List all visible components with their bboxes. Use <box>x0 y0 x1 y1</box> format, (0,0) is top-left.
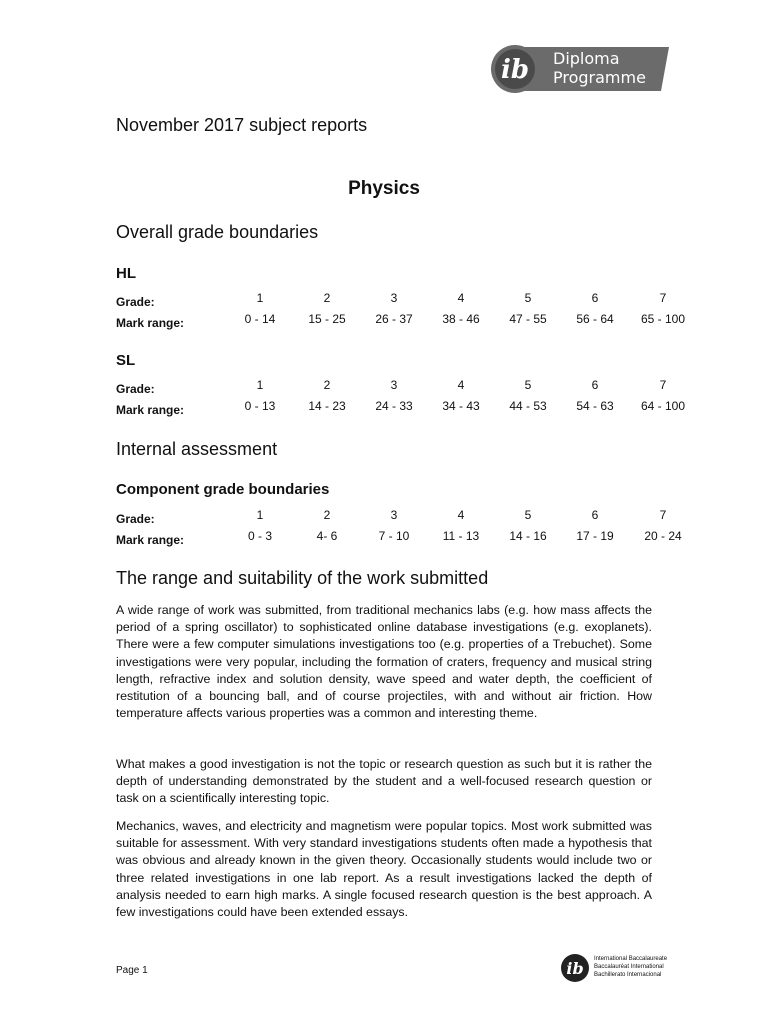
paragraph-1: A wide range of work was submitted, from traditional mechanics labs (e.g. how mass affects the period of a spring oscillator) to sophisticated online database investigations (e.g. exoplanets). There were a few computer simulations investigations too (e.g. properties of a Trebuchet). Some investigations were very popular, including the formation of craters, frequency and musical string length, refractive index and solution density, wave speed and water depth, the coefficient of restitution of a bouncing ball, and of course projectiles, with and without air friction. How temperature affects various properties was a common and interesting theme. <box>116 603 652 721</box>
grade-row <box>116 508 696 529</box>
paragraph-3: Mechanics, waves, and electricity and magnetism were popular topics. Most work submitted was suitable for assessment. With very standard investigations students often made a hypothesis that was obvious and already known in the given theory. Occasionally students would include two or three related investigations in one lab report. As a result investigations lacked the depth of analysis needed to earn high marks. A single focused research question is the best approach. A few investigations could have been extended essays. <box>116 819 652 920</box>
mark-range-cell: 4- 6 <box>316 529 338 543</box>
mark-range-cell: 11 - 13 <box>442 529 480 543</box>
grade-cell: 1 <box>256 508 264 522</box>
ib-diploma-logo <box>491 45 669 93</box>
mark-range-cell: 65 - 100 <box>640 312 686 326</box>
grade-cell: 6 <box>591 291 599 305</box>
grade-cell: 1 <box>256 291 264 305</box>
mark-range-cell: 0 - 14 <box>244 312 276 326</box>
mark-range-label: Mark range: <box>116 403 185 417</box>
logo-line-2: Programme <box>553 68 646 87</box>
overall-boundaries-heading: Overall grade boundaries <box>116 222 319 242</box>
mark-range-cell: 14 - 23 <box>308 399 346 413</box>
grade-label: Grade: <box>116 295 155 309</box>
ib-footer-icon <box>560 953 590 983</box>
mark-range-cell: 34 - 43 <box>442 399 480 413</box>
grade-cell: 3 <box>390 508 398 522</box>
svg-text:ib: ib <box>566 959 584 978</box>
grade-cell: 4 <box>457 508 465 522</box>
ib-mark: ib <box>500 55 530 85</box>
grade-label: Grade: <box>116 512 155 526</box>
grade-cell: 6 <box>591 378 599 392</box>
sl-heading: SL <box>116 352 136 369</box>
ib-footer-logo <box>560 953 675 983</box>
mark-range-cell: 26 - 37 <box>375 312 413 326</box>
grade-cell: 5 <box>524 291 532 305</box>
paragraph-2: What makes a good investigation is not the topic or research question as such but it is rather the depth of understanding demonstrated by the student and a well-focused research question or task on a scientifically interesting topic. <box>116 757 652 806</box>
subject-reports-heading: November 2017 subject reports <box>116 115 368 135</box>
grade-cell: 2 <box>323 378 331 392</box>
logo-line-1: Diploma <box>553 49 620 68</box>
footer-org-en: International Baccalaureate <box>594 956 668 962</box>
hl-grade-table <box>116 291 696 333</box>
ia-grade-table <box>116 508 696 550</box>
grade-cell: 4 <box>457 378 465 392</box>
mark-range-cell: 64 - 100 <box>640 399 686 413</box>
component-boundaries-heading: Component grade boundaries <box>116 481 330 498</box>
mark-range-cell: 17 - 19 <box>576 529 614 543</box>
grade-cell: 5 <box>524 508 532 522</box>
grade-row <box>116 291 696 312</box>
mark-range-label: Mark range: <box>116 533 185 547</box>
mark-range-cell: 14 - 16 <box>509 529 547 543</box>
footer-org-es: Bachillerato Internacional <box>594 972 662 978</box>
grade-cell: 7 <box>659 291 667 305</box>
mark-range-cell: 20 - 24 <box>644 529 682 543</box>
grade-cell: 2 <box>323 508 331 522</box>
internal-assessment-heading: Internal assessment <box>116 439 278 459</box>
mark-range-cell: 56 - 64 <box>576 312 614 326</box>
mark-range-row <box>116 399 696 420</box>
grade-cell: 4 <box>457 291 465 305</box>
page-title: Physics <box>348 178 420 199</box>
range-suitability-heading: The range and suitability of the work submitted <box>116 568 489 588</box>
grade-cell: 7 <box>659 378 667 392</box>
mark-range-cell: 7 - 10 <box>378 529 410 543</box>
page-number: Page 1 <box>116 965 148 976</box>
sl-grade-table <box>116 378 696 420</box>
hl-heading: HL <box>116 265 136 282</box>
mark-range-cell: 47 - 55 <box>509 312 547 326</box>
mark-range-row <box>116 312 696 333</box>
mark-range-cell: 0 - 13 <box>244 399 276 413</box>
mark-range-cell: 44 - 53 <box>509 399 547 413</box>
footer-org-fr: Baccalauréat International <box>594 964 664 970</box>
mark-range-cell: 24 - 33 <box>375 399 413 413</box>
grade-cell: 1 <box>256 378 264 392</box>
grade-cell: 3 <box>390 291 398 305</box>
mark-range-cell: 0 - 3 <box>247 529 272 543</box>
grade-cell: 7 <box>659 508 667 522</box>
grade-cell: 5 <box>524 378 532 392</box>
mark-range-row <box>116 529 696 550</box>
grade-label: Grade: <box>116 382 155 396</box>
mark-range-cell: 38 - 46 <box>442 312 480 326</box>
grade-cell: 3 <box>390 378 398 392</box>
mark-range-cell: 15 - 25 <box>308 312 346 326</box>
grade-cell: 6 <box>591 508 599 522</box>
mark-range-label: Mark range: <box>116 316 185 330</box>
grade-cell: 2 <box>323 291 331 305</box>
grade-row <box>116 378 696 399</box>
mark-range-cell: 54 - 63 <box>576 399 614 413</box>
